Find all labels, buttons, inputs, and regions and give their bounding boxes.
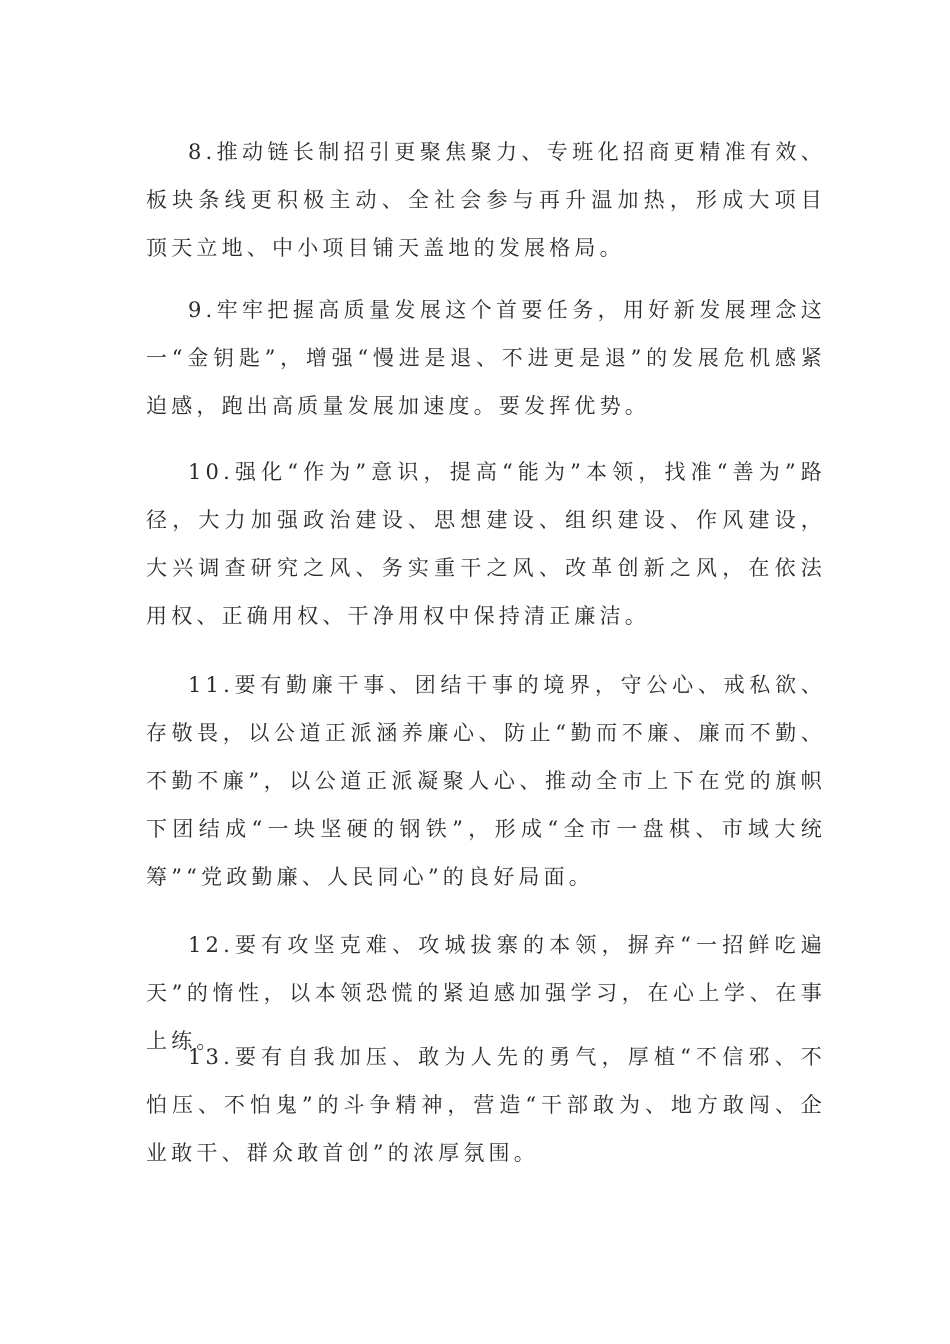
paragraph-8 — [146, 128, 826, 272]
paragraph-text: 推动链长制招引更聚焦聚力、专班化招商更精准有效、板块条线更积极主动、全社会参与再升温加热，形成大项目顶天立地、中小项目铺天盖地的发展格局。 — [146, 140, 826, 260]
paragraph-10 — [146, 448, 826, 640]
paragraph-text: 牢牢把握高质量发展这个首要任务，用好新发展理念这一“金钥匙”，增强“慢进是退、不进更是退”的发展危机感紧迫感，跑出高质量发展加速度。要发挥优势。 — [146, 298, 826, 418]
paragraph-13 — [146, 1033, 826, 1177]
paragraph-text: 要有自我加压、敢为人先的勇气，厚植“不信邪、不怕压、不怕鬼”的斗争精神，营造“干部敢为、地方敢闯、企业敢干、群众敢首创”的浓厚氛围。 — [146, 1045, 826, 1165]
paragraph-number: 8. — [188, 140, 217, 164]
paragraph-9 — [146, 286, 826, 430]
paragraph-number: 13. — [188, 1045, 234, 1069]
paragraph-text: 要有勤廉干事、团结干事的境界，守公心、戒私欲、存敬畏，以公道正派涵养廉心、防止“勤而不廉、廉而不勤、不勤不廉”，以公道正派凝聚人心、推动全市上下在党的旗帜下团结成“一块坚硬的钢铁”，形成“全市一盘棋、市域大统筹”“党政勤廉、人民同心”的良好局面。 — [146, 673, 826, 889]
paragraph-text: 要有攻坚克难、攻城拔寨的本领，摒弃“一招鲜吃遍天”的惰性，以本领恐慌的紧迫感加强学习，在心上学、在事上练。 — [146, 933, 826, 1053]
paragraph-number: 10. — [188, 460, 234, 484]
paragraph-number: 11. — [188, 673, 234, 697]
paragraph-number: 12. — [188, 933, 234, 957]
paragraph-11 — [146, 661, 826, 901]
paragraph-text: 强化“作为”意识，提高“能为”本领，找准“善为”路径，大力加强政治建设、思想建设、组织建设、作风建设，大兴调查研究之风、务实重干之风、改革创新之风，在依法用权、正确用权、干净用权中保持清正廉洁。 — [146, 460, 826, 628]
paragraph-number: 9. — [188, 298, 217, 322]
